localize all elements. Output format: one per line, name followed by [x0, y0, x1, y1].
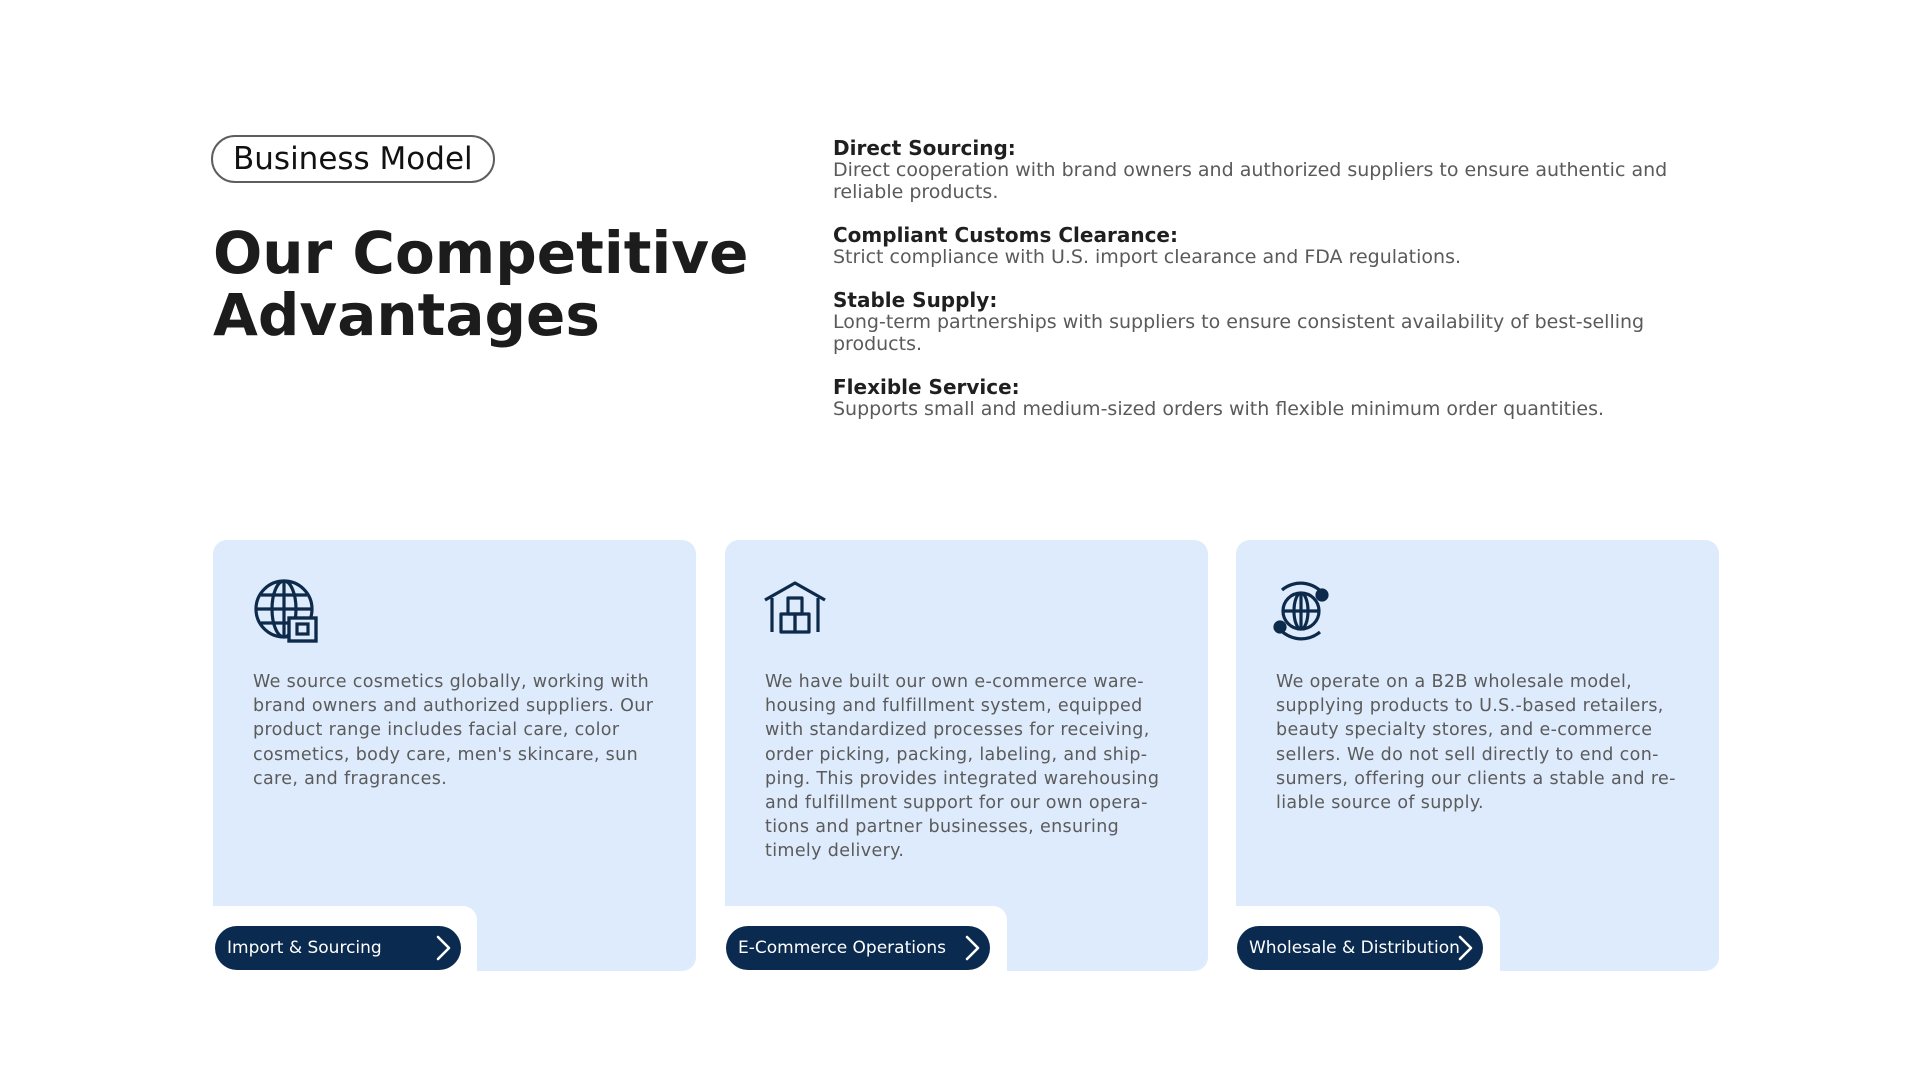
chevron-right-icon [962, 935, 982, 961]
advantage-item [833, 289, 1713, 355]
tag-label: Wholesale & Distribution [1249, 938, 1460, 958]
advantage-description: Direct cooperation with brand owners and authorized suppliers to ensure authentic and reliable products. [833, 159, 1668, 203]
section-badge [211, 135, 495, 183]
advantage-description: Strict compliance with U.S. import clearance and FDA regulations. [833, 246, 1462, 268]
advantage-heading: Flexible Service: [833, 375, 1020, 399]
advantage-heading: Direct Sourcing: [833, 136, 1016, 160]
wholesale-distribution-button[interactable] [1237, 926, 1483, 970]
card-ecommerce-operations [725, 540, 1208, 971]
card-description: We have built our own e-commerce warehousing and fulfillment system, equipped with standardized processes for receiving, order picking, packing, labeling, and shipping. This provides integrated warehousing and fulfillment support for our own operations and partner businesses, ensuring timely delivery. [765, 672, 1160, 862]
section-badge-label: Business Model [233, 141, 473, 177]
advantage-heading: Compliant Customs Clearance: [833, 223, 1178, 247]
ecommerce-operations-button[interactable] [726, 926, 990, 970]
card-wholesale-distribution [1236, 540, 1719, 971]
chevron-right-icon [1455, 935, 1475, 961]
page-title: Our Competitive Advantages [213, 219, 749, 349]
advantage-item [833, 224, 1713, 268]
advantage-description: Long-term partnerships with suppliers to ensure consistent availability of best-selling products. [833, 311, 1645, 355]
tag-label: Import & Sourcing [227, 938, 382, 958]
card-description: We operate on a B2B wholesale model, supplying products to U.S.-based retailers, beauty specialty stores, and e-commerce sellers. We do not sell directly to end consumers, offering our clients a stable and reliable source of supply. [1276, 672, 1676, 814]
import-sourcing-button[interactable] [215, 926, 461, 970]
advantage-heading: Stable Supply: [833, 288, 998, 312]
chevron-right-icon [433, 935, 453, 961]
advantages-list [833, 137, 1713, 441]
card-import-sourcing [213, 540, 696, 971]
warehouse-icon [762, 578, 828, 644]
advantage-item [833, 376, 1713, 420]
advantage-description: Supports small and medium-sized orders with flexible minimum order quantities. [833, 398, 1605, 420]
card-description: We source cosmetics globally, working with brand owners and authorized suppliers. Our product range includes facial care, color cosmetics, body care, men's skincare, sun care, and fragrances. [253, 672, 654, 789]
globe-network-icon [1268, 578, 1334, 644]
advantage-item [833, 137, 1713, 203]
globe-box-icon [253, 578, 319, 644]
tag-label: E-Commerce Operations [738, 938, 947, 958]
